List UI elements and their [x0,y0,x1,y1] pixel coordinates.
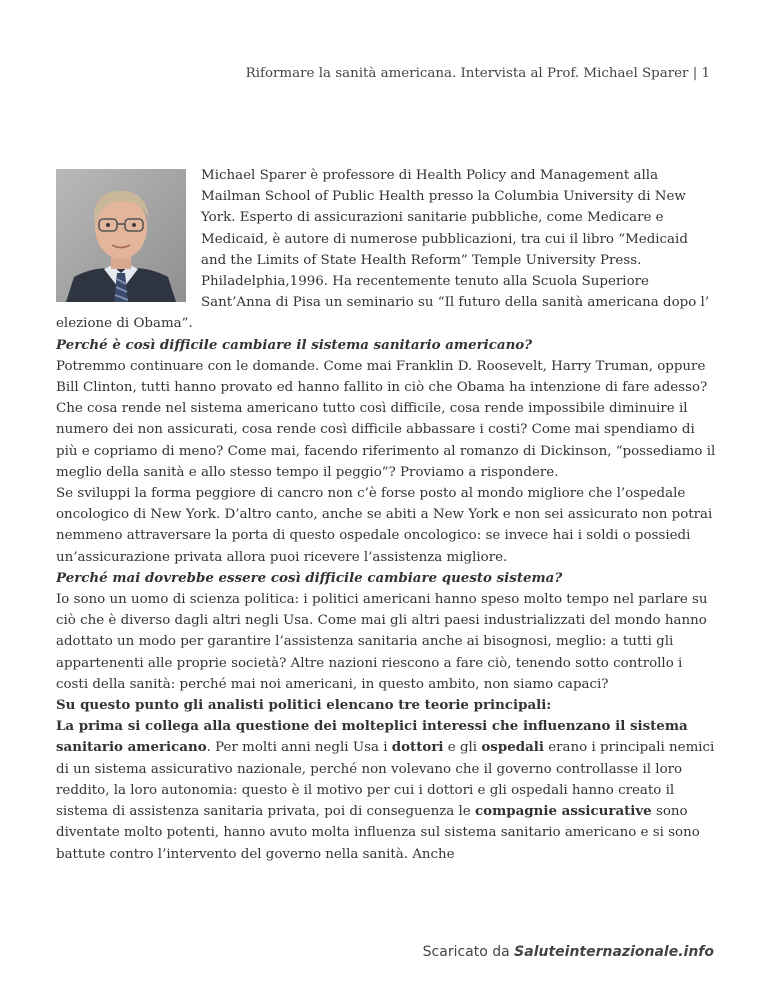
page-footer [423,944,714,960]
term-ospedali: ospedali [481,739,544,756]
portrait-image [56,169,186,302]
theories-heading [56,695,716,716]
term-compagnie-assicurative: compagnie assicurative [475,803,652,820]
answer-1-paragraph-1: Potremmo continuare con le domande. Come mai Franklin D. Roosevelt, Harry Truman, oppure Bill Clinton, tutti hanno provato ed hanno fallito in ciò che Obama ha intenzione di fare adesso? Che cosa rende nel sistema americano tutto così difficile, cosa rende impossibile diminuire il numero dei non assicurati, cosa rende così difficile abbassare i costi? Come mai spendiamo di più e copriamo di meno? Come mai, facendo riferimento al romanzo di Dickinson, “possediamo il meglio della sanità e allo stesso tempo il peggio”? Proviamo a rispondere. [56,358,716,480]
question-1: Perché è così difficile cambiare il sistema sanitario americano? [56,336,533,353]
portrait-photo [56,169,186,302]
footer-prefix: Scaricato da [422,944,515,960]
first-theory-text-1: . Per molti anni negli Usa i [206,740,392,756]
footer-site-link[interactable]: Saluteinternazionale.info [514,944,714,960]
author-intro: Michael Sparer è professore di Health Policy and Management alla Mailman School of Public Health presso la Columbia University di New York. Esperto di assicurazioni sanitarie pubbliche, come Medicare e Medicaid, è autore di numerose pubblicazioni, tra cui il libro “Medicaid and the Limits of State Health Reform” Temple University Press. Philadelphia,1996. Ha recentemente tenuto alla Scuola Superiore Sant’Anna di Pisa un seminario su “Il futuro della sanità americana dopo l’ elezione di Obama”. [56,168,710,332]
theories-heading-text: Su questo punto gli analisti politici elencano tre teorie principali: [56,697,552,714]
article-body [56,165,716,865]
answer-1-paragraph-2: Se sviluppi la forma peggiore di cancro non c’è forse posto al mondo migliore che l’ospedale oncologico di New York. D’altro canto, anche se abiti a New York e non sei assicurato non potrai nemmeno attraversare la porta di questo ospedale oncologico: se invece hai i soldi o possiedi un’assicurazione privata allora puoi ricevere l’assistenza migliore. [56,486,713,565]
first-theory-text-2: e gli [443,740,482,756]
running-header: Riformare la sanità americana. Intervista al Prof. Michael Sparer | 1 [245,66,710,81]
first-theory-text-4: sono diventate molto potenti, hanno avuto molta influenza sul sistema sanitario americano e si sono battute contro l’intervento del governo nella sanità. Anche [56,804,700,862]
question-2: Perché mai dovrebbe essere così difficile cambiare questo sistema? [56,569,563,586]
first-theory-paragraph [56,716,716,864]
term-dottori: dottori [391,739,444,756]
answer-2: Io sono un uomo di scienza politica: i politici americani hanno speso molto tempo nel parlare su ciò che è diverso dagli altri negli Usa. Come mai gli altri paesi industrializzati del mondo hanno adottato un modo per garantire l’assistenza sanitaria anche ai bisognosi, meglio: a tutti gli appartenenti alle proprie società? Altre nazioni riescono a fare ciò, tenendo sotto controllo i costi della sanità: perché mai noi americani, in questo ambito, non siamo capaci? [56,592,708,692]
first-theory-lead: La prima si collega alla questione dei molteplici interessi che influenzano il sistema sanitario americano [56,718,688,756]
first-theory-text-3: erano i principali nemici di un sistema assicurativo nazionale, perché non volevano che il governo controllasse il loro reddito, la loro autonomia: questo è il motivo per cui i dottori e gli ospedali hanno creato il sistema di assistenza sanitaria privata, poi di conseguenza le [56,740,715,820]
